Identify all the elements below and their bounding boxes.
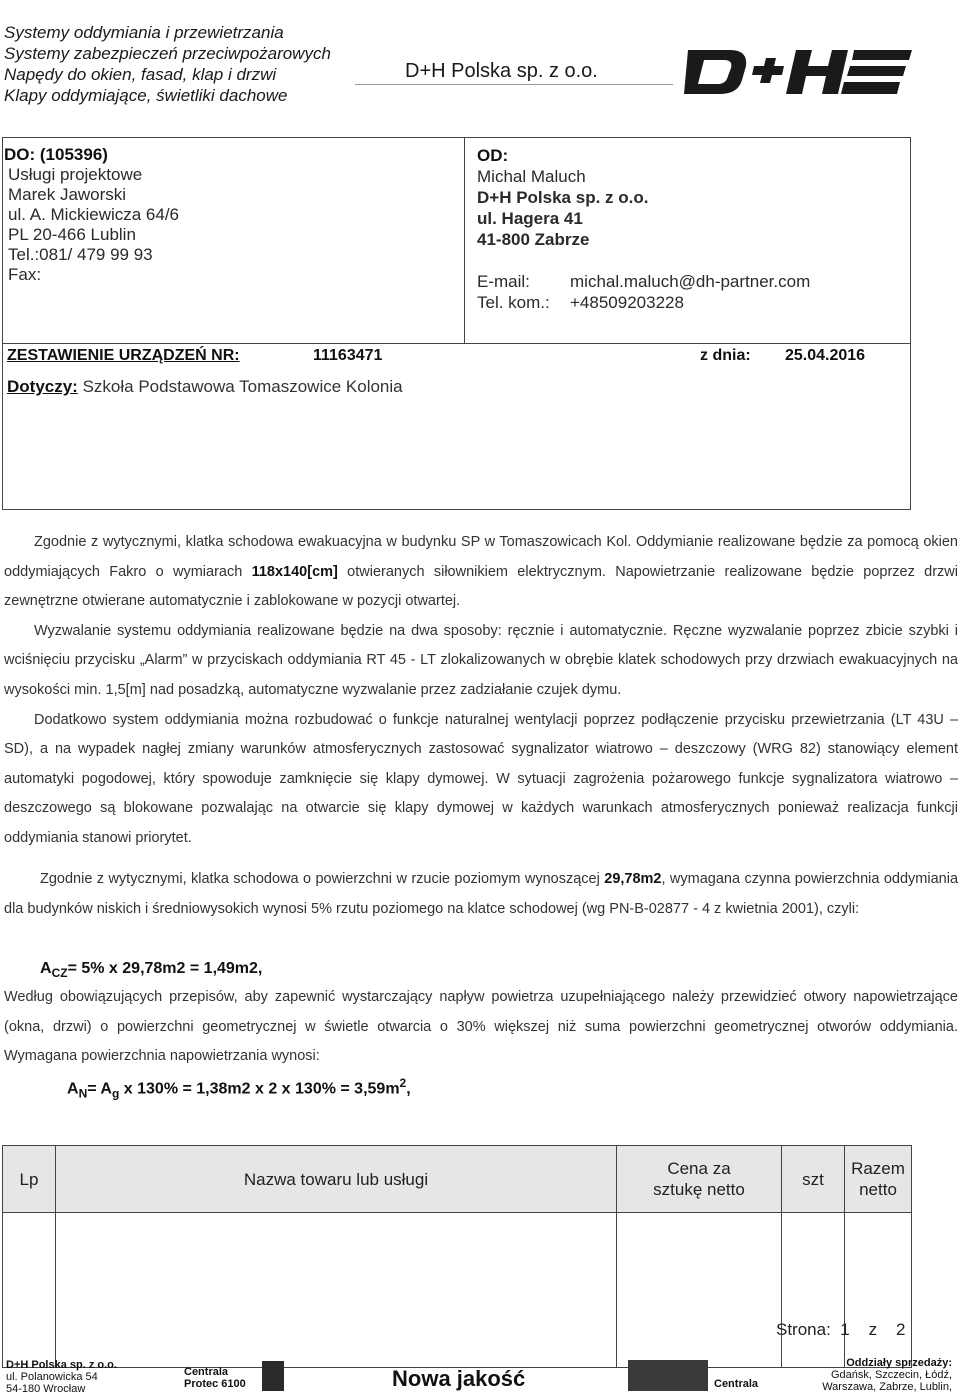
sender-label: OD: — [477, 146, 509, 165]
divider — [464, 137, 465, 344]
recipient-line: Fax: — [8, 265, 42, 284]
sender-phone-row — [477, 292, 810, 313]
column-header-total: Razem netto — [845, 1146, 912, 1213]
table-cell — [845, 1213, 912, 1368]
device-image — [628, 1360, 708, 1391]
formula-smoke-area: $A_{CZ}= 5\%$ x 29,78m2 = 1,49m2, — [40, 960, 263, 981]
footer-address: D+H Polska sp. z o.o. ul. Polanowicka 54 54-180 Wrocław — [6, 1359, 117, 1395]
footer-branches: Oddziały sprzedaży: Gdańsk, Szczecin, Łódź, Warszawa, Zabrze, Lublin, — [822, 1357, 952, 1393]
header-line: Napędy do okien, fasad, klap i drzwi — [4, 65, 277, 84]
recipient-line: Marek Jaworski — [8, 185, 127, 204]
recipient-line: Usługi projektowe — [8, 165, 143, 184]
paragraph-3: Dodatkowo system oddymiania można rozbudować o funkcje naturalnej wentylacji poprzez podłączenie przycisku przewietrzania (LT 43U – SD), a na wypadek nagłej zmiany warunków atmosferycznych zastosować sygnalizator wiatrowo – deszczowy (WRG 82) stanowiący element automatyki pogodowej, który spowoduje zamknięcie się klapy dymowej. W sytuacji zagrożenia pożarowego funkcje sygnalizatora wiatrowo – deszczowego są blokowane pozwalając na otwarcie się klapy dymowej w każdych warunkach atmosferycznych ponieważ realizacja funkcji oddymiania stanowi priorytet. — [4, 711, 958, 846]
dh-logo-icon — [684, 44, 912, 98]
recipient-line: ul. A. Mickiewicza 64/6 — [8, 205, 180, 224]
table-cell — [56, 1213, 617, 1368]
sender-email[interactable]: michal.maluch@dh-partner.com — [570, 272, 811, 291]
device-image — [262, 1361, 284, 1391]
header-services — [4, 22, 331, 106]
column-header-price: Cena za sztukę netto — [617, 1146, 782, 1213]
header-line: Klapy oddymiające, świetliki dachowe — [4, 86, 288, 105]
column-header-name: Nazwa towaru lub usługi — [56, 1146, 617, 1213]
paragraph-1: Zgodnie z wytycznymi, klatka schodowa ewakuacyjna w budynku SP w Tomaszowicach Kol. Oddymianie realizowane będzie za pomocą okien oddymiających Fakro o wymiarach 118x140[cm] otwieranych siłownikiem elektrycznym. Napowietrzanie realizowane będzie poprzez drzwi zewnętrzne otwierane automatycznie i zablokowane w pozycji otwartej. — [4, 534, 958, 610]
table-cell — [782, 1213, 845, 1368]
sender-company: D+H Polska sp. z o.o. — [477, 188, 649, 207]
subject-text: Szkoła Podstawowa Tomaszowice Kolonia — [82, 377, 403, 396]
header-line: Systemy zabezpieczeń przeciwpożarowych — [4, 44, 331, 63]
header-rule — [355, 84, 673, 85]
footer-product-label: Centrala — [714, 1378, 759, 1390]
email-label: E-mail: — [477, 272, 530, 291]
divider — [2, 343, 911, 344]
summary-number: 11163471 — [313, 347, 383, 364]
sender-block — [477, 145, 810, 313]
recipient-block — [4, 145, 179, 285]
recipient-line: PL 20-466 Lublin — [8, 225, 136, 244]
formula-air-intake: $A_N= A_g$ x 130% = 1,38m2 x 2 x $130\% = 3,59m^2$, — [67, 1076, 411, 1101]
subject-label: Dotyczy: — [7, 377, 78, 396]
column-header-lp: Lp — [3, 1146, 56, 1213]
recipient-label: DO: (105396) — [4, 145, 108, 164]
summary-label: ZESTAWIENIE URZĄDZEŃ NR: — [7, 347, 240, 364]
sender-street: ul. Hagera 41 — [477, 209, 583, 228]
table-header-row — [3, 1146, 912, 1213]
date-label: z dnia: — [700, 347, 751, 364]
header-line: Systemy oddymiania i przewietrzania — [4, 23, 284, 42]
column-header-qty: szt — [782, 1146, 845, 1213]
table-cell — [617, 1213, 782, 1368]
paragraph-5: Według obowiązujących przepisów, aby zapewnić wystarczający napływ powietrza uzupełniającego należy przewidzieć otwory napowietrzające (okna, drzwi) o powierzchni geometrycznej w świetle otwarcia o 30% większej niż suma powierzchni geometrycznej otworów oddymiania. Wymagana powierzchnia napowietrzania wynosi: — [4, 989, 958, 1065]
window-dimensions: 118x140[cm] — [251, 563, 338, 580]
recipient-line: Tel.:081/ 479 99 93 — [8, 245, 153, 264]
footer-slogan: Nowa jakość — [392, 1366, 526, 1391]
sender-city: 41-800 Zabrze — [477, 230, 590, 249]
body-paragraphs — [4, 528, 958, 854]
sender-email-row — [477, 271, 810, 292]
sender-name: Michal Maluch — [477, 167, 586, 186]
phone-label: Tel. kom.: — [477, 293, 550, 312]
paragraph-2: Wyzwalanie systemu oddymiania realizowane będzie na dwa sposoby: ręcznie i automatycznie. Ręczne wyzwalanie poprzez zbicie szybki i wciśnięciu przycisku „Alarm” w przyciskach oddymiania RT 45 - LT zlokalizowanych w obrębie klatek schodowych przy drzwiach ewakuacyjnych na wysokości min. 1,5[m] nad posadzką, automatyczne wyzwalanie przez zadziałanie czujek dymu. — [4, 622, 958, 698]
table-cell — [3, 1213, 56, 1368]
header-company: D+H Polska sp. z o.o. — [405, 60, 598, 82]
summary-date: 25.04.2016 — [785, 347, 866, 364]
paragraph-4: Zgodnie z wytycznymi, klatka schodowa o powierzchni w rzucie poziomym wynoszącej 29,78m2, wymagana czynna powierzchnia oddymiania dla budynków niskich i średniowysokich wynosi 5% rzutu poziomego na klatce schodowej (wg PN-B-02877 - 4 z kwietnia 2001), czyli: — [4, 871, 959, 917]
page-indicator: Strona: 1 z 2 — [776, 1320, 906, 1339]
footer-product-label: Centrala Protec 6100 — [184, 1366, 246, 1390]
stair-area: 29,78m2 — [604, 871, 662, 887]
sender-phone: +48509203228 — [570, 293, 684, 312]
subject-row — [7, 377, 403, 397]
table-row — [3, 1213, 912, 1368]
